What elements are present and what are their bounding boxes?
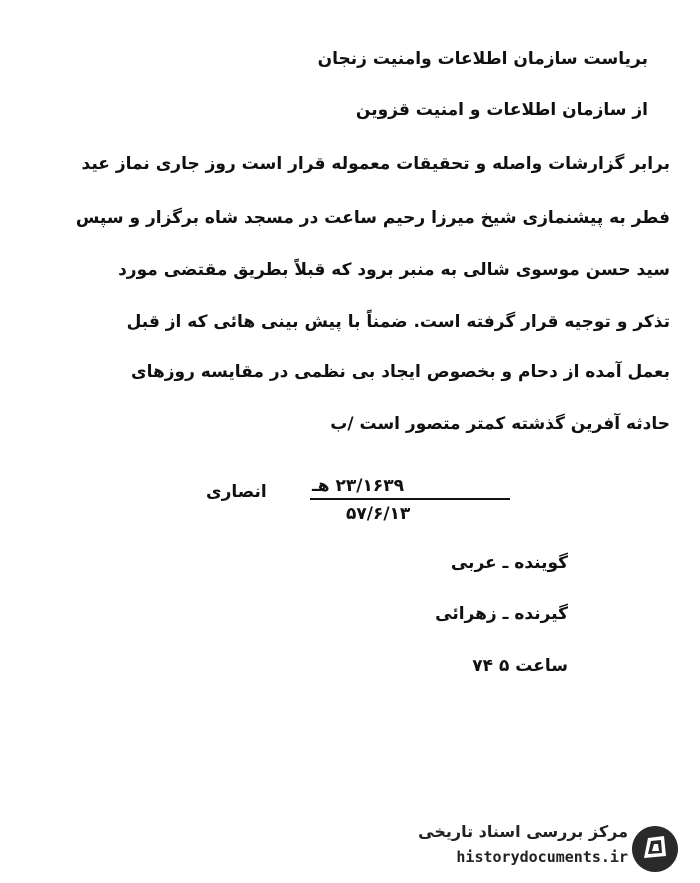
body-line-2: فطر به پیشنمازی شیخ میرزا رحیم ساعت در مسجد شاه برگزار و سپس <box>75 208 670 228</box>
registration-date: ۵۷/۶/۱۳ <box>346 504 411 524</box>
body-line-3: سید حسن موسوی شالی به منبر برود که قبلاً بطریق مقتضی مورد <box>118 260 670 280</box>
time-line: ساعت ۵ ۷۴ <box>472 656 568 676</box>
watermark <box>418 822 688 878</box>
speaker-line: گوینده ـ عربی <box>450 553 568 573</box>
body-line-1: برابر گزارشات واصله و تحقیقات معموله قرار است روز جاری نماز عید <box>81 154 670 174</box>
watermark-title: مرکز بررسی اسناد تاریخی <box>418 822 628 841</box>
body-line-5: بعمل آمده از دحام و بخصوص ایجاد بی نظمی در مقایسه روزهای <box>130 362 670 382</box>
recipient-line: بریاست سازمان اطلاعات وامنیت زنجان <box>317 49 648 69</box>
archive-logo-icon <box>630 824 680 874</box>
body-line-4: تذکر و توجیه قرار گرفته است. ضمناً با پیش بینی هائی که از قبل <box>126 312 670 332</box>
watermark-url: historydocuments.ir <box>456 848 628 866</box>
registration-rule <box>310 498 510 500</box>
body-line-6: حادثه آفرین گذشته کمتر متصور است /ب <box>330 414 670 434</box>
registration-block <box>200 474 530 534</box>
signatory-name: انصاری <box>206 482 267 502</box>
sender-line: از سازمان اطلاعات و امنیت قزوین <box>355 100 648 120</box>
receiver-line: گیرنده ـ زهرائی <box>435 604 568 624</box>
registration-number: ۲۳/۱۶۳۹ هـ <box>312 476 404 496</box>
